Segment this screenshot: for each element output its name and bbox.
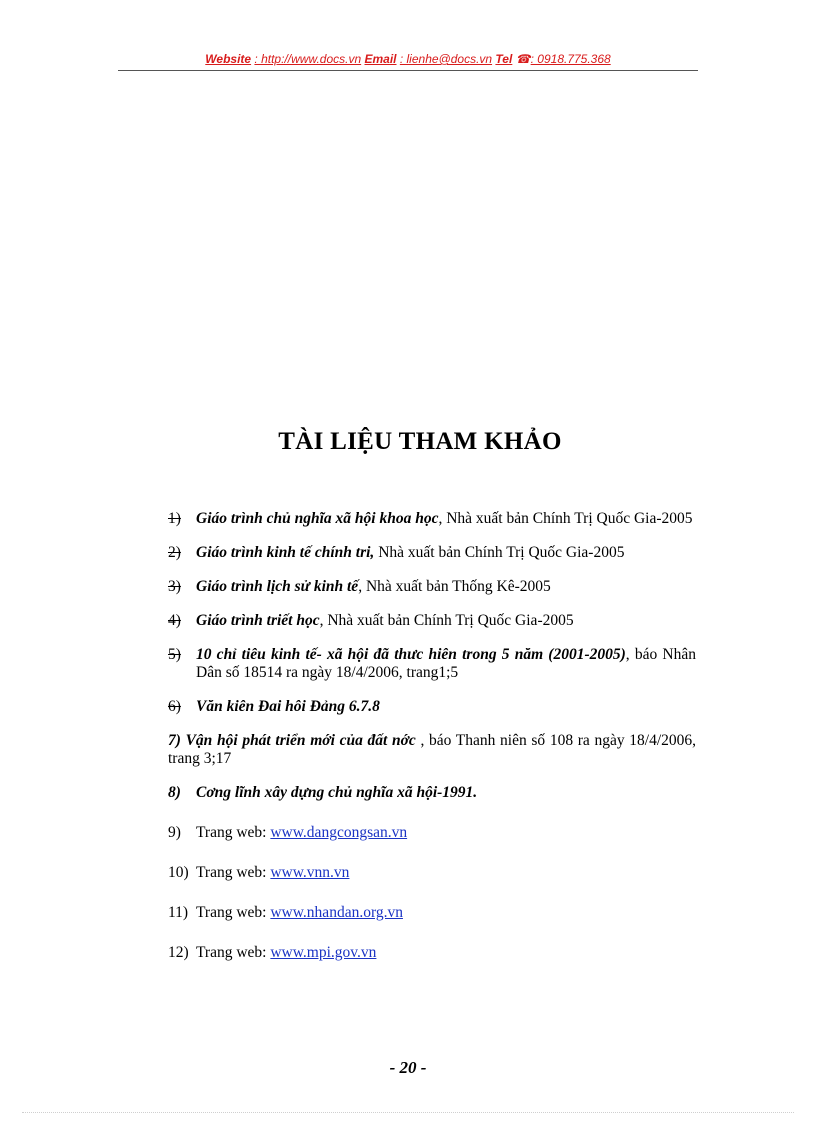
page-number: - 20 -	[389, 1058, 427, 1077]
reference-number: 8)	[168, 784, 181, 801]
reference-number: 4)	[168, 612, 181, 629]
reference-source: , báo Nhân Dân số 18514 ra ngày 18/4/2006, trang1;5	[196, 646, 696, 681]
reference-label: Trang web:	[196, 864, 267, 881]
reference-link[interactable]: www.dangcongsan.vn	[270, 824, 408, 841]
reference-label: Trang web:	[196, 824, 267, 841]
page-title: TÀI LIỆU THAM KHẢO	[278, 428, 562, 455]
tel-value: : 0918.775.368	[530, 52, 611, 66]
header-divider	[118, 70, 698, 71]
website-label: Website	[205, 52, 252, 66]
reference-source: , báo Thanh niên số 108 ra ngày 18/4/2006, trang 3;17	[168, 732, 697, 767]
reference-list	[168, 510, 696, 984]
reference-source: , Nhà xuất bản Chính Trị Quốc Gia-2005	[438, 510, 693, 527]
reference-number: 3)	[168, 578, 181, 595]
reference-number: 1)	[168, 510, 181, 527]
reference-title: Vận hội phát triển mới của đất nớc	[185, 732, 416, 749]
reference-number: 2)	[168, 544, 181, 561]
email-value[interactable]: : lienhe@docs.vn	[399, 52, 493, 66]
website-value[interactable]: : http://www.docs.vn	[254, 52, 362, 66]
reference-item-3	[168, 578, 696, 596]
reference-number: 11)	[168, 904, 189, 921]
reference-title: Cơng lĩnh xây dựng chủ nghĩa xã hội-1991.	[196, 784, 478, 801]
reference-title: Giáo trình triết học	[196, 612, 320, 629]
reference-item-10	[168, 864, 696, 882]
reference-link[interactable]: www.vnn.vn	[270, 864, 350, 881]
reference-item-11	[168, 904, 696, 922]
tel-label: Tel	[495, 52, 513, 66]
reference-item-4	[168, 612, 696, 630]
reference-label: Trang web:	[196, 904, 267, 921]
reference-item-5	[168, 646, 696, 682]
reference-number: 5)	[168, 646, 181, 663]
reference-link[interactable]: www.nhandan.org.vn	[270, 904, 403, 921]
reference-item-7	[168, 732, 696, 768]
reference-number: 10)	[168, 864, 189, 881]
reference-title: Giáo trình lịch sử kinh tế	[196, 578, 359, 595]
reference-number: 7)	[168, 732, 181, 749]
reference-number: 9)	[168, 824, 181, 841]
reference-source: Nhà xuất bản Chính Trị Quốc Gia-2005	[374, 544, 625, 561]
footer-divider	[22, 1112, 794, 1113]
reference-label: Trang web:	[196, 944, 267, 961]
reference-source: , Nhà xuất bản Thống Kê-2005	[358, 578, 551, 595]
email-label: Email	[364, 52, 397, 66]
reference-item-8	[168, 784, 696, 802]
reference-number: 6)	[168, 698, 181, 715]
reference-item-6	[168, 698, 696, 716]
reference-number: 12)	[168, 944, 189, 961]
reference-title: Văn kiên Đai hôi Đảng 6.7.8	[196, 698, 380, 715]
reference-item-1	[168, 510, 696, 528]
reference-title: Giáo trình kinh tế chính tri,	[196, 544, 375, 561]
page-header	[118, 52, 698, 66]
reference-title: Giáo trình chủ nghĩa xã hội khoa học	[196, 510, 439, 527]
reference-link[interactable]: www.mpi.gov.vn	[270, 944, 377, 961]
reference-item-12	[168, 944, 696, 962]
reference-item-9	[168, 824, 696, 842]
phone-icon: ☎	[515, 52, 531, 66]
reference-title: 10 chỉ tiêu kinh tế- xã hội đã thưc hiên trong 5 năm (2001-2005)	[196, 646, 626, 663]
reference-item-2	[168, 544, 696, 562]
reference-source: , Nhà xuất bản Chính Trị Quốc Gia-2005	[319, 612, 574, 629]
